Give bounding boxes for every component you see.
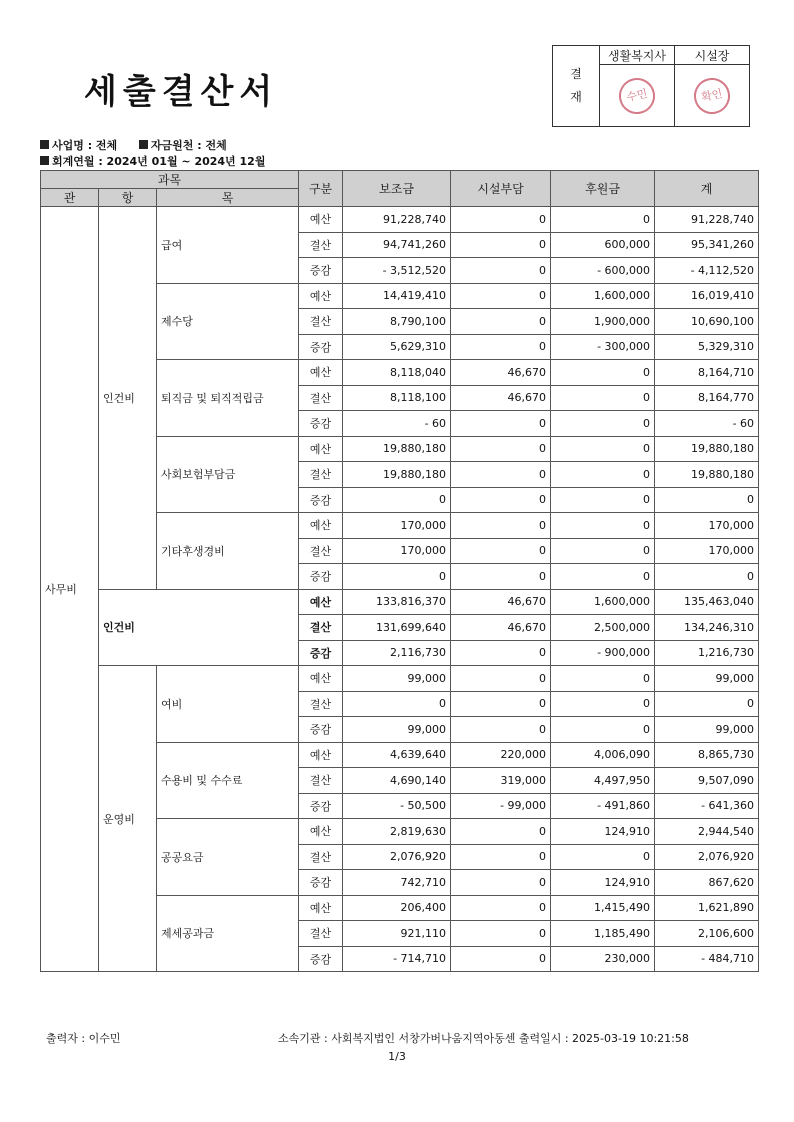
- total-cell: 1,216,730: [655, 640, 759, 666]
- gubun-cell: 결산: [299, 232, 343, 258]
- donation-cell: - 600,000: [551, 258, 655, 284]
- gubun-cell: 증감: [299, 717, 343, 743]
- mok-cell: 기타후생경비: [157, 513, 299, 590]
- facility-cell: 46,670: [451, 385, 551, 411]
- subsidy-cell: - 714,710: [343, 946, 451, 972]
- gubun-cell: 증감: [299, 487, 343, 513]
- table-body: [41, 207, 759, 972]
- mok-cell: 제세공과금: [157, 895, 299, 972]
- expenditure-table: [40, 170, 759, 972]
- subsidy-cell: 206,400: [343, 895, 451, 921]
- gwan-cell: 사무비: [41, 207, 99, 972]
- donation-cell: 0: [551, 844, 655, 870]
- total-cell: 91,228,740: [655, 207, 759, 233]
- total-cell: 0: [655, 564, 759, 590]
- subsidy-cell: 742,710: [343, 870, 451, 896]
- facility-cell: 0: [451, 436, 551, 462]
- facility-cell: 0: [451, 309, 551, 335]
- header-mok: 목: [157, 189, 299, 207]
- header-donation: 후원금: [551, 171, 655, 207]
- gubun-cell: 예산: [299, 666, 343, 692]
- donation-cell: 0: [551, 691, 655, 717]
- hang-cell: 인건비: [99, 207, 157, 590]
- gubun-cell: 증감: [299, 640, 343, 666]
- facility-cell: 0: [451, 666, 551, 692]
- hang-cell: 운영비: [99, 666, 157, 972]
- approval-label: [553, 46, 600, 127]
- meta-line-1: [40, 137, 227, 153]
- donation-cell: 1,600,000: [551, 283, 655, 309]
- mok-cell: 사회보험부담금: [157, 436, 299, 513]
- square-bullet-icon: [40, 156, 49, 165]
- mok-cell: 공공요금: [157, 819, 299, 896]
- subsidy-cell: 921,110: [343, 921, 451, 947]
- gubun-cell: 예산: [299, 589, 343, 615]
- facility-cell: 0: [451, 870, 551, 896]
- gubun-cell: 결산: [299, 615, 343, 641]
- total-cell: 2,076,920: [655, 844, 759, 870]
- donation-cell: - 491,860: [551, 793, 655, 819]
- gubun-cell: 결산: [299, 309, 343, 335]
- approval-column-1: 생활복지사: [600, 46, 675, 65]
- gubun-cell: 결산: [299, 844, 343, 870]
- donation-cell: - 300,000: [551, 334, 655, 360]
- donation-cell: 0: [551, 487, 655, 513]
- donation-cell: 230,000: [551, 946, 655, 972]
- gubun-cell: 증감: [299, 946, 343, 972]
- subsidy-cell: 8,118,100: [343, 385, 451, 411]
- facility-cell: 0: [451, 232, 551, 258]
- donation-cell: 0: [551, 411, 655, 437]
- subsidy-cell: 0: [343, 564, 451, 590]
- header-total: 계: [655, 171, 759, 207]
- approval-signature-2: [675, 65, 750, 127]
- total-cell: 9,507,090: [655, 768, 759, 794]
- facility-cell: 0: [451, 844, 551, 870]
- donation-cell: 4,006,090: [551, 742, 655, 768]
- subsidy-cell: 0: [343, 487, 451, 513]
- gubun-cell: 예산: [299, 207, 343, 233]
- subtotal-label: 인건비: [99, 589, 299, 666]
- header-facility: 시설부담: [451, 171, 551, 207]
- total-cell: 8,865,730: [655, 742, 759, 768]
- approval-column-2: 시설장: [675, 46, 750, 65]
- total-cell: - 60: [655, 411, 759, 437]
- donation-cell: 0: [551, 360, 655, 386]
- footer-printer: 출력자 : 이수민: [46, 1032, 121, 1045]
- subsidy-cell: - 60: [343, 411, 451, 437]
- subsidy-cell: 94,741,260: [343, 232, 451, 258]
- facility-cell: 0: [451, 462, 551, 488]
- donation-cell: 4,497,950: [551, 768, 655, 794]
- donation-cell: 1,415,490: [551, 895, 655, 921]
- gubun-cell: 예산: [299, 436, 343, 462]
- total-cell: 135,463,040: [655, 589, 759, 615]
- donation-cell: 600,000: [551, 232, 655, 258]
- donation-cell: 0: [551, 564, 655, 590]
- subsidy-cell: 0: [343, 691, 451, 717]
- total-cell: 867,620: [655, 870, 759, 896]
- facility-cell: 0: [451, 691, 551, 717]
- gubun-cell: 결산: [299, 768, 343, 794]
- facility-cell: 0: [451, 640, 551, 666]
- approval-signature-1: [600, 65, 675, 127]
- donation-cell: - 900,000: [551, 640, 655, 666]
- seal-stamp-icon: 확인: [691, 74, 734, 117]
- total-cell: 5,329,310: [655, 334, 759, 360]
- header-category: 과목: [41, 171, 299, 189]
- subsidy-cell: 19,880,180: [343, 462, 451, 488]
- gubun-cell: 결산: [299, 462, 343, 488]
- total-cell: - 484,710: [655, 946, 759, 972]
- page-number: 1/3: [388, 1050, 406, 1063]
- subsidy-cell: 4,639,640: [343, 742, 451, 768]
- facility-cell: 0: [451, 819, 551, 845]
- gubun-cell: 예산: [299, 283, 343, 309]
- donation-cell: 1,900,000: [551, 309, 655, 335]
- header-gwan: 관: [41, 189, 99, 207]
- subsidy-cell: 19,880,180: [343, 436, 451, 462]
- facility-cell: 46,670: [451, 360, 551, 386]
- donation-cell: 0: [551, 385, 655, 411]
- document-title: 세출결산서: [84, 72, 279, 112]
- gubun-cell: 예산: [299, 360, 343, 386]
- subtotal-row: [41, 589, 759, 615]
- total-cell: - 4,112,520: [655, 258, 759, 284]
- subsidy-cell: 2,116,730: [343, 640, 451, 666]
- donation-cell: 0: [551, 436, 655, 462]
- mok-cell: 퇴직금 및 퇴직적립금: [157, 360, 299, 437]
- subsidy-cell: 170,000: [343, 513, 451, 539]
- table-row: [41, 207, 759, 233]
- facility-cell: 0: [451, 538, 551, 564]
- facility-cell: 46,670: [451, 615, 551, 641]
- subsidy-cell: 8,790,100: [343, 309, 451, 335]
- total-cell: 95,341,260: [655, 232, 759, 258]
- facility-cell: 0: [451, 411, 551, 437]
- donation-cell: 1,600,000: [551, 589, 655, 615]
- facility-cell: 0: [451, 921, 551, 947]
- donation-cell: 0: [551, 513, 655, 539]
- header-hang: 항: [99, 189, 157, 207]
- mok-cell: 제수당: [157, 283, 299, 360]
- donation-cell: 0: [551, 207, 655, 233]
- donation-cell: 0: [551, 666, 655, 692]
- facility-cell: 220,000: [451, 742, 551, 768]
- subsidy-cell: 5,629,310: [343, 334, 451, 360]
- period-label: 회계연월 : 2024년 01월 ~ 2024년 12월: [52, 155, 266, 168]
- facility-cell: 0: [451, 258, 551, 284]
- subsidy-cell: 14,419,410: [343, 283, 451, 309]
- subsidy-cell: 131,699,640: [343, 615, 451, 641]
- subsidy-cell: - 50,500: [343, 793, 451, 819]
- square-bullet-icon: [40, 140, 49, 149]
- subsidy-cell: 4,690,140: [343, 768, 451, 794]
- seal-stamp-icon: 수민: [616, 74, 659, 117]
- subsidy-cell: 133,816,370: [343, 589, 451, 615]
- gubun-cell: 예산: [299, 742, 343, 768]
- mok-cell: 급여: [157, 207, 299, 284]
- total-cell: 10,690,100: [655, 309, 759, 335]
- mok-cell: 여비: [157, 666, 299, 743]
- facility-cell: 46,670: [451, 589, 551, 615]
- total-cell: 8,164,710: [655, 360, 759, 386]
- donation-cell: 0: [551, 462, 655, 488]
- total-cell: - 641,360: [655, 793, 759, 819]
- total-cell: 99,000: [655, 717, 759, 743]
- square-bullet-icon: [139, 140, 148, 149]
- donation-cell: 2,500,000: [551, 615, 655, 641]
- donation-cell: 124,910: [551, 819, 655, 845]
- subsidy-cell: 8,118,040: [343, 360, 451, 386]
- gubun-cell: 증감: [299, 564, 343, 590]
- subsidy-cell: 2,076,920: [343, 844, 451, 870]
- facility-cell: 0: [451, 513, 551, 539]
- gubun-cell: 예산: [299, 513, 343, 539]
- donation-cell: 1,185,490: [551, 921, 655, 947]
- total-cell: 0: [655, 487, 759, 513]
- total-cell: 170,000: [655, 538, 759, 564]
- facility-cell: 0: [451, 283, 551, 309]
- header-subsidy: 보조금: [343, 171, 451, 207]
- total-cell: 19,880,180: [655, 462, 759, 488]
- header-gubun: 구분: [299, 171, 343, 207]
- gubun-cell: 결산: [299, 538, 343, 564]
- gubun-cell: 증감: [299, 334, 343, 360]
- footer-org: 소속기관 : 사회복지법인 서창가버나움지역아동센 출력일시 : 2025-03-19 10:21:58: [278, 1032, 689, 1045]
- total-cell: 99,000: [655, 666, 759, 692]
- facility-cell: 0: [451, 717, 551, 743]
- gubun-cell: 예산: [299, 819, 343, 845]
- approval-box: [552, 45, 750, 127]
- facility-cell: 0: [451, 207, 551, 233]
- business-label: 사업명 : 전체: [52, 139, 118, 152]
- gubun-cell: 결산: [299, 921, 343, 947]
- total-cell: 16,019,410: [655, 283, 759, 309]
- subsidy-cell: 99,000: [343, 666, 451, 692]
- facility-cell: 0: [451, 334, 551, 360]
- total-cell: 2,106,600: [655, 921, 759, 947]
- gubun-cell: 증감: [299, 411, 343, 437]
- fund-label: 자금원천 : 전체: [150, 139, 227, 152]
- total-cell: 0: [655, 691, 759, 717]
- donation-cell: 124,910: [551, 870, 655, 896]
- facility-cell: 0: [451, 487, 551, 513]
- total-cell: 2,944,540: [655, 819, 759, 845]
- subsidy-cell: 170,000: [343, 538, 451, 564]
- donation-cell: 0: [551, 717, 655, 743]
- total-cell: 134,246,310: [655, 615, 759, 641]
- facility-cell: - 99,000: [451, 793, 551, 819]
- facility-cell: 319,000: [451, 768, 551, 794]
- facility-cell: 0: [451, 895, 551, 921]
- total-cell: 19,880,180: [655, 436, 759, 462]
- facility-cell: 0: [451, 564, 551, 590]
- total-cell: 8,164,770: [655, 385, 759, 411]
- total-cell: 1,621,890: [655, 895, 759, 921]
- subsidy-cell: 2,819,630: [343, 819, 451, 845]
- total-cell: 170,000: [655, 513, 759, 539]
- approval-label-text: 결 재: [570, 67, 582, 104]
- gubun-cell: 증감: [299, 793, 343, 819]
- gubun-cell: 예산: [299, 895, 343, 921]
- facility-cell: 0: [451, 946, 551, 972]
- subsidy-cell: 91,228,740: [343, 207, 451, 233]
- meta-line-2: [40, 153, 265, 169]
- mok-cell: 수용비 및 수수료: [157, 742, 299, 819]
- table-row: [41, 666, 759, 692]
- gubun-cell: 증감: [299, 870, 343, 896]
- subsidy-cell: - 3,512,520: [343, 258, 451, 284]
- donation-cell: 0: [551, 538, 655, 564]
- gubun-cell: 결산: [299, 691, 343, 717]
- subsidy-cell: 99,000: [343, 717, 451, 743]
- gubun-cell: 결산: [299, 385, 343, 411]
- gubun-cell: 증감: [299, 258, 343, 284]
